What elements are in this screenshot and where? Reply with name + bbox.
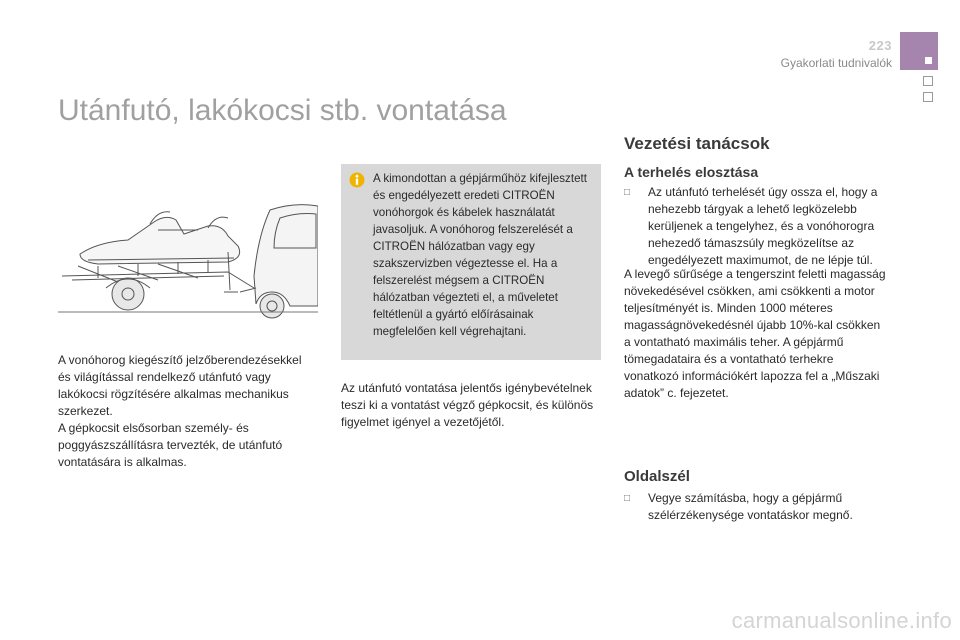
bullet-marker: □ (624, 187, 631, 198)
info-box (341, 164, 601, 360)
page-number: 223 (868, 38, 892, 53)
intro-paragraph-2: A gépkocsit elsősorban személy- és poggyászszállításra tervezték, de utánfutó vontatására is alkalmas. (58, 421, 283, 469)
altitude-paragraph: A levegő sűrűsége a tengerszint feletti magasság növekedésével csökken, ami csökkenti a motor teljesítményét is. Minden 1000 méteres magasságnövekedésnél újabb 10%-kal csökken a vontatható maximális teher. A gépjármű tömegadataira és a vontatható terhekre vonatkozó információkért lapozza fel a „Műszaki adatok” c. fejezetet. (624, 267, 886, 400)
section-label: Gyakorlati tudnivalók (780, 56, 892, 70)
load-distribution-heading: A terhelés elosztása (624, 164, 759, 180)
intro-text (58, 352, 316, 471)
section-tab-2[interactable] (923, 76, 933, 86)
side-wind-bullet-text: Vegye számításba, hogy a gépjármű szélérzékenysége vontatáskor megnő. (648, 491, 853, 522)
page-title: Utánfutó, lakókocsi stb. vontatása (58, 94, 507, 127)
side-wind-heading: Oldalszél (624, 468, 690, 485)
section-tab-active[interactable] (900, 32, 938, 70)
load-bullet (624, 184, 886, 269)
load-bullet-text: Az utánfutó terhelését úgy ossza el, hogy a nehezebb tárgyak a lehető legközelebb kerüljenek a tengelyhez, és a vonóhorogra nehezedő támaszsúly megközelítse az engedélyezett maximumot, de ne lépje túl. (648, 185, 878, 267)
tab-marker (925, 57, 932, 64)
info-icon (349, 172, 365, 188)
section-tab-3[interactable] (923, 92, 933, 102)
towing-note: Az utánfutó vontatása jelentős igénybevételnek teszi ki a vontatást végző gépkocsit, és különös figyelmet igényel a vezetőjétől. (341, 381, 594, 429)
info-box-text: A kimondottan a gépjárműhöz kifejlesztett és engedélyezett eredeti CITROËN vonóhorgok és kábelek használatát javasoljuk. A vonóhorog felszerelését a CITROËN hálózatban vagy egy szakszervizben végeztesse el. Ha a felszerelést mégsem a CITROËN hálózatban végezteti el, a műveletet feltétlenül a gyártó előírásainak megfelelően kell végrehajtani. (373, 172, 587, 338)
bullet-marker: □ (624, 493, 631, 504)
intro-paragraph-1: A vonóhorog kiegészítő jelzőberendezésekkel és világítással rendelkező utánfutó vagy lakókocsi rögzítésére alkalmas mechanikus szerkezet. (58, 353, 302, 418)
driving-tips-heading: Vezetési tanácsok (624, 134, 770, 153)
side-wind-bullet (624, 490, 886, 524)
trailer-jetski-illustration (58, 196, 318, 322)
watermark: carmanualsonline.info (731, 608, 952, 633)
